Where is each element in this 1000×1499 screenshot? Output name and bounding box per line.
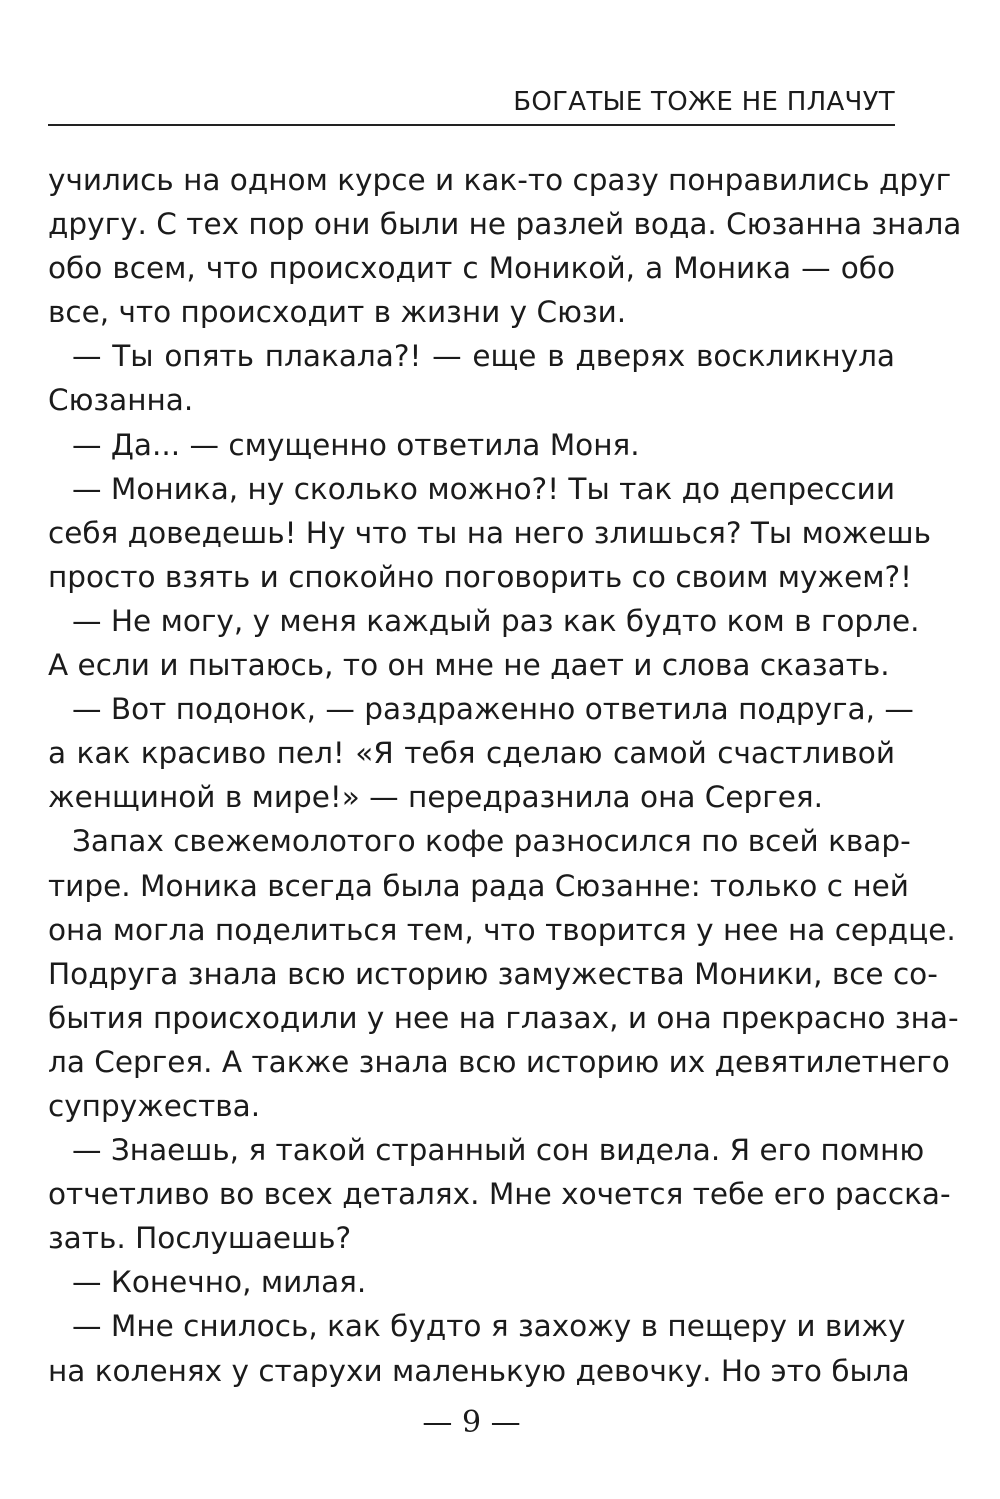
text-line: просто взять и спокойно поговорить со своим мужем?! bbox=[48, 559, 912, 594]
text-line: отчетливо во всех деталях. Мне хочется тебе его расска- bbox=[48, 1177, 951, 1212]
page-number: — 9 — bbox=[422, 1405, 521, 1440]
text-line: — Вот подонок, — раздраженно ответила подруга, — bbox=[72, 692, 914, 727]
text-line: — Конечно, милая. bbox=[72, 1265, 367, 1300]
text-line: — Ты опять плакала?! — еще в дверях воскликнула bbox=[72, 339, 895, 374]
text-line: женщиной в мире!» — передразнила она Сергея. bbox=[48, 780, 824, 815]
text-line: Запах свежемолотого кофе разносился по всей квар- bbox=[72, 824, 911, 859]
running-head-title: БОГАТЫЕ ТОЖЕ НЕ ПЛАЧУТ bbox=[513, 87, 895, 117]
text-line: — Моника, ну сколько можно?! Ты так до депрессии bbox=[72, 471, 895, 506]
text-line: тире. Моника всегда была рада Сюзанне: только с ней bbox=[48, 868, 909, 903]
text-line: на коленях у старухи маленькую девочку. Но это была bbox=[48, 1353, 910, 1388]
text-line: — Знаешь, я такой странный сон видела. Я его помню bbox=[72, 1133, 925, 1168]
header-rule bbox=[48, 124, 895, 126]
text-line: все, что происходит в жизни у Сюзи. bbox=[48, 295, 627, 330]
text-line: Сюзанна. bbox=[48, 383, 194, 418]
text-line: бытия происходили у нее на глазах, и она прекрасно зна- bbox=[48, 1000, 959, 1035]
text-line: а как красиво пел! «Я тебя сделаю самой счастливой bbox=[48, 736, 895, 771]
text-line: она могла поделиться тем, что творится у нее на сердце. bbox=[48, 912, 956, 947]
text-line: супружества. bbox=[48, 1088, 261, 1123]
text-line: обо всем, что происходит с Моникой, а Моника — обо bbox=[48, 251, 895, 286]
text-line: — Да... — смущенно ответила Моня. bbox=[72, 427, 640, 462]
body-text bbox=[48, 158, 962, 1393]
text-line: А если и пытаюсь, то он мне не дает и слова сказать. bbox=[48, 648, 890, 683]
text-line: Подруга знала всю историю замужества Моники, все со- bbox=[48, 956, 938, 991]
text-line: ла Сергея. А также знала всю историю их девятилетнего bbox=[48, 1044, 950, 1079]
text-line: учились на одном курсе и как-то сразу понравились друг bbox=[48, 163, 952, 197]
text-line: другу. С тех пор они были не разлей вода. Сюзанна знала bbox=[48, 207, 962, 242]
text-line: — Мне снилось, как будто я захожу в пещеру и вижу bbox=[72, 1309, 906, 1344]
text-line: — Не могу, у меня каждый раз как будто ком в горле. bbox=[72, 603, 920, 638]
text-line: себя доведешь! Ну что ты на него злишься? Ты можешь bbox=[48, 515, 931, 550]
text-line: зать. Послушаешь? bbox=[48, 1221, 352, 1256]
